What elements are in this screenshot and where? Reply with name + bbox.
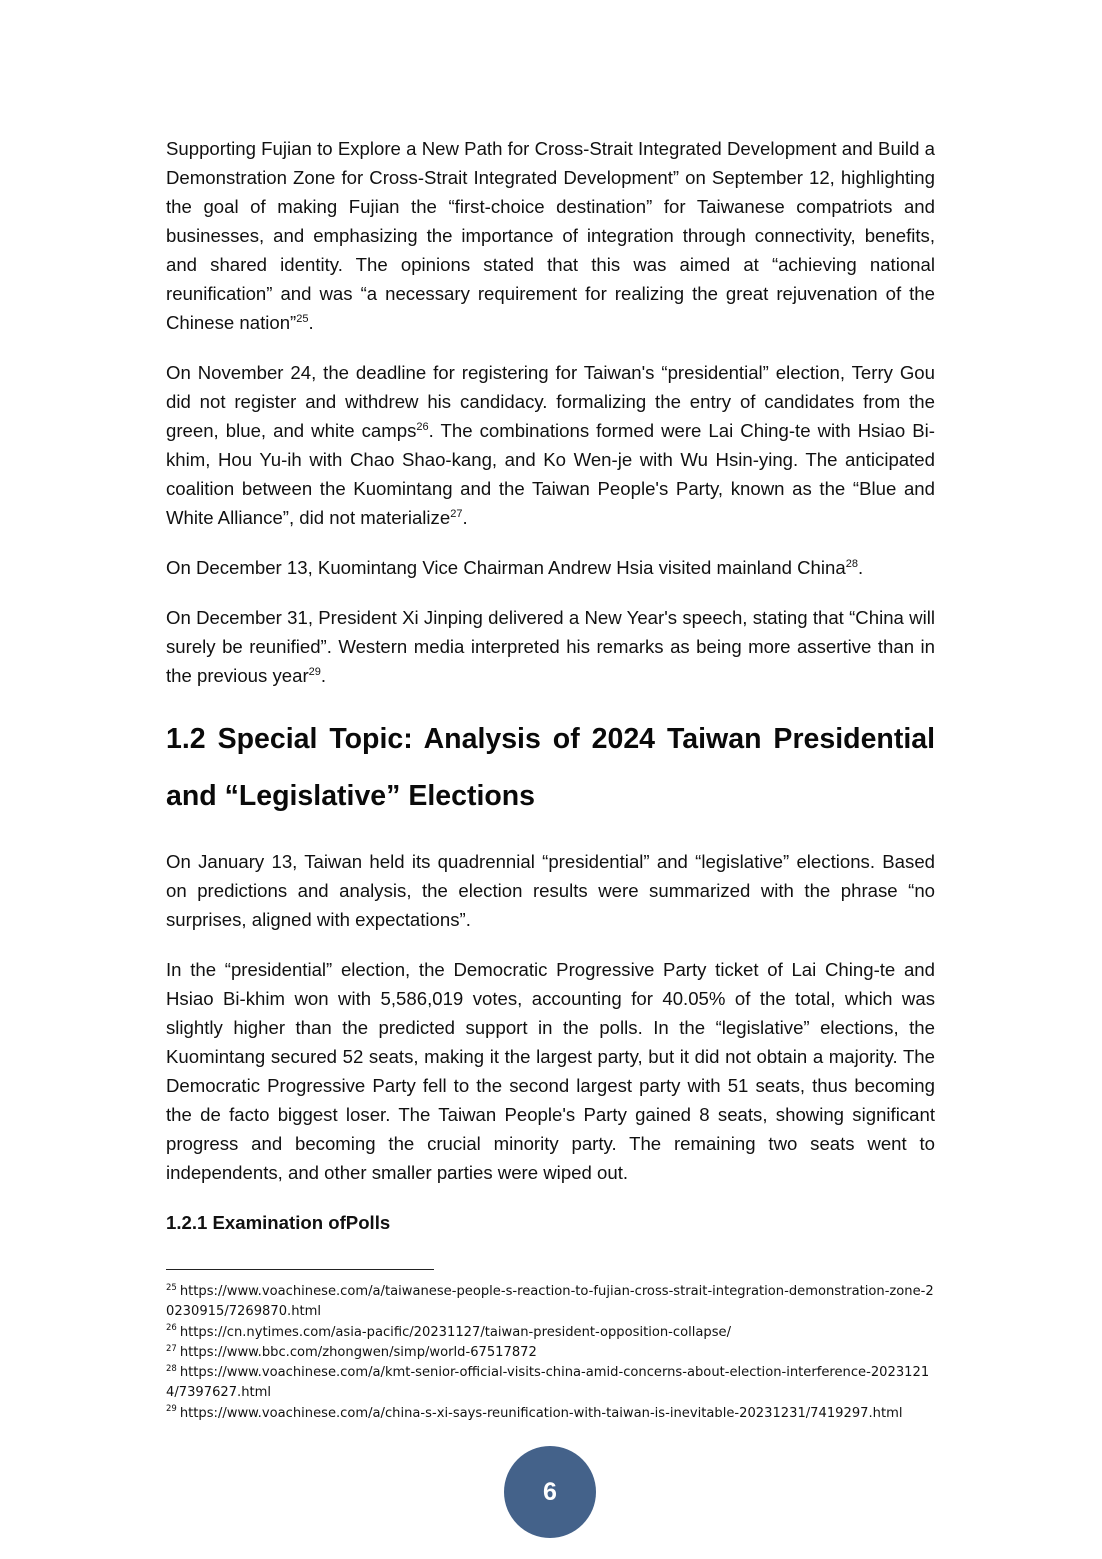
section-heading: 1.2 Special Topic: Analysis of 2024 Taiwan Presidential and “Legislative” Elections bbox=[166, 723, 935, 812]
footnote-link[interactable]: https://cn.nytimes.com/asia-pacific/20231127/taiwan-president-opposition-collapse/ bbox=[179, 1324, 731, 1340]
paragraph-fujian-opinions: Supporting Fujian to Explore a New Path for Cross-Strait Integrated Development and Build a Demonstration Zone for Cross-Strait Integrated Development” on September 12, highlighting the goal of making Fujian the “first-choice destination” for Taiwanese compatriots and businesses, and emphasizing the importance of integration through connectivity, benefits, and shared identity. The opinions stated that this was aimed at “achieving national reunification” and was “a necessary requirement for realizing the great rejuvenation of the Chinese nation”$^{25}$. bbox=[166, 138, 935, 333]
footnote-link[interactable]: https://www.voachinese.com/a/china-s-xi-says-reunification-with-taiwan-is-inevitable-20231231/7419297.html bbox=[179, 1405, 903, 1421]
paragraph-election-results: In the “presidential” election, the Democratic Progressive Party ticket of Lai Ching-te and Hsiao Bi-khim won with 5,586,019 votes, accounting for 40.05% of the total, which was slightly higher than the predicted support in the polls. In the “legislative” elections, the Kuomintang secured 52 seats, making it the largest party, but it did not obtain a majority. The Democratic Progressive Party fell to the second largest party with 51 seats, thus becoming the de facto biggest loser. The Taiwan People's Party gained 8 seats, showing significant progress and becoming the crucial minority party. The remaining two seats went to independents, and other smaller parties were wiped out. bbox=[166, 959, 935, 1183]
footnote-ref-26[interactable]: 26 bbox=[416, 420, 429, 433]
page-number-badge bbox=[504, 1446, 596, 1538]
page-number: 6 bbox=[543, 1477, 557, 1506]
footnote-ref-25[interactable]: 25 bbox=[296, 312, 309, 325]
footnote-27: $^{27}$ https://www.bbc.com/zhongwen/simp/world-67517872 bbox=[166, 1343, 537, 1360]
footnote-ref-28[interactable]: 28 bbox=[845, 557, 858, 570]
paragraph-december-13: On December 13, Kuomintang Vice Chairman Andrew Hsia visited mainland China$^{28}$. bbox=[166, 557, 864, 578]
document-body bbox=[166, 134, 935, 1237]
footnote-29: $^{29}$ https://www.voachinese.com/a/china-s-xi-says-reunification-with-taiwan-is-inevitable-20231231/7419297.html bbox=[166, 1404, 903, 1421]
paragraph-november-registration: On November 24, the deadline for registering for Taiwan's “presidential” election, Terry Gou did not register and withdrew his candidacy. formalizing the entry of candidates from the green, blue, and white camps$^{26}$. The combinations formed were Lai Ching-te with Hsiao Bi-khim, Hou Yu-ih with Chao Shao-kang, and Ko Wen-je with Wu Hsin-ying. The anticipated coalition between the Kuomintang and the Taiwan People's Party, known as the “Blue and White Alliance”, did not materialize$^{27}$. bbox=[166, 362, 935, 528]
footnote-link[interactable]: https://www.voachinese.com/a/taiwanese-people-s-reaction-to-fujian-cross-strait-integration-demonstration-zone-20230915/7269870.html bbox=[166, 1284, 934, 1320]
footnote-divider bbox=[166, 1269, 434, 1270]
footnote-link[interactable]: https://www.voachinese.com/a/kmt-senior-official-visits-china-amid-concerns-about-election-interference-20231214/7397627.html bbox=[166, 1365, 930, 1401]
footnotes bbox=[166, 1282, 941, 1424]
footnote-ref-29[interactable]: 29 bbox=[308, 665, 321, 678]
paragraph-december-31: On December 31, President Xi Jinping delivered a New Year's speech, stating that “China will surely be reunified”. Western media interpreted his remarks as being more assertive than in the previous year$^{29}$. bbox=[166, 607, 935, 686]
footnote-ref-27[interactable]: 27 bbox=[450, 507, 463, 520]
paragraph-election-summary: On January 13, Taiwan held its quadrennial “presidential” and “legislative” elections. Based on predictions and analysis, the election results were summarized with the phrase “no surprises, aligned with expectations”. bbox=[166, 851, 935, 930]
footnote-28: $^{28}$ https://www.voachinese.com/a/kmt-senior-official-visits-china-amid-concerns-about-election-interference-20231214/7397627.html bbox=[166, 1363, 930, 1401]
footnote-link[interactable]: https://www.bbc.com/zhongwen/simp/world-67517872 bbox=[179, 1344, 537, 1360]
subsection-heading: 1.2.1 Examination ofPolls bbox=[166, 1212, 391, 1233]
footnote-26: $^{26}$ https://cn.nytimes.com/asia-pacific/20231127/taiwan-president-opposition-collapse/ bbox=[166, 1323, 731, 1340]
footnote-25: $^{25}$ https://www.voachinese.com/a/taiwanese-people-s-reaction-to-fujian-cross-strait-integration-demonstration-zone-20230915/7269870.html bbox=[166, 1282, 934, 1320]
